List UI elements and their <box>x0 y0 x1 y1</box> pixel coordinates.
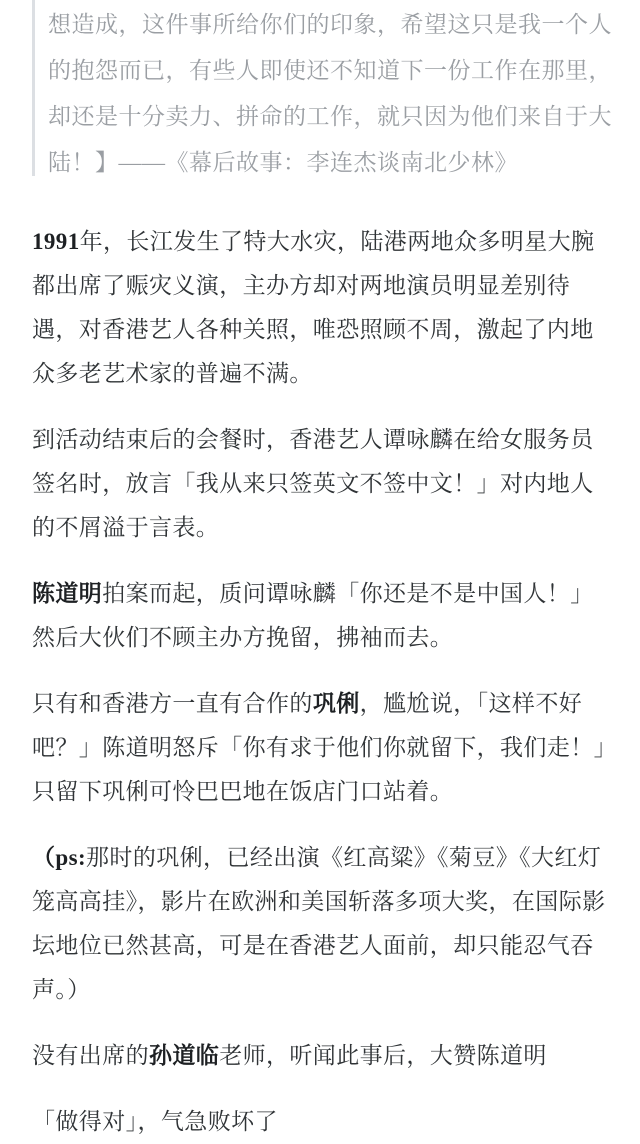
text-run: 那时的巩俐，已经出演《红高粱》《菊豆》《大红灯笼高高挂》，影片在欧洲和美国斩落多项大奖，在国际影坛地位已然甚高，可是在香港艺人面前，却只能忍气吞声。） <box>32 845 606 1002</box>
text-run: 到活动结束后的会餐时，香港艺人谭咏麟在给女服务员签名时，放言「我从来只签英文不签中文！」对内地人的不屑溢于言表。 <box>32 427 594 540</box>
quote-left-rule <box>32 0 35 176</box>
body-paragraph <box>32 418 612 550</box>
body-paragraph <box>32 572 612 660</box>
emphasis-run: 陈道明 <box>32 581 103 606</box>
quote-text: 想造成，这件事所给你们的印象，希望这只是我一个人的抱怨而已，有些人即使还不知道下一份工作在那里，却还是十分卖力、拼命的工作，就只因为他们来自于大陆！】——《幕后故事：李连杰谈南北少林》 <box>48 12 612 175</box>
quoted-passage <box>32 0 612 186</box>
body-paragraph <box>32 1034 612 1078</box>
text-run: 拍案而起，质问谭咏麟「你还是不是中国人！」然后大伙们不顾主办方挽留，拂袖而去。 <box>32 581 594 650</box>
emphasis-run: 孙道临 <box>149 1043 220 1068</box>
body-paragraph <box>32 836 612 1012</box>
text-run: 年，长江发生了特大水灾，陆港两地众多明星大腕都出席了赈灾义演，主办方却对两地演员明显差别待遇，对香港艺人各种关照，唯恐照顾不周，激起了内地众多老艺术家的普遍不满。 <box>32 229 595 386</box>
emphasis-run: 1991 <box>32 229 80 254</box>
body-paragraph <box>32 1100 612 1144</box>
emphasis-run: （ps: <box>32 845 87 870</box>
body-paragraph <box>32 220 612 396</box>
article-body <box>32 220 612 1144</box>
text-run: 只有和香港方一直有合作的 <box>32 691 313 716</box>
text-run: ，尴尬说，「这样不好吧？」陈道明怒斥「你有求于他们你就留下，我们走！」只留下巩俐可怜巴巴地在饭店门口站着。 <box>32 691 606 804</box>
text-run: 老师，听闻此事后，大赞陈道明 <box>219 1043 547 1068</box>
body-paragraph <box>32 682 612 814</box>
text-run: 「做得对」，气急败坏了 <box>32 1109 278 1134</box>
emphasis-run: 巩俐 <box>312 691 360 716</box>
text-run: 没有出席的 <box>32 1043 149 1068</box>
